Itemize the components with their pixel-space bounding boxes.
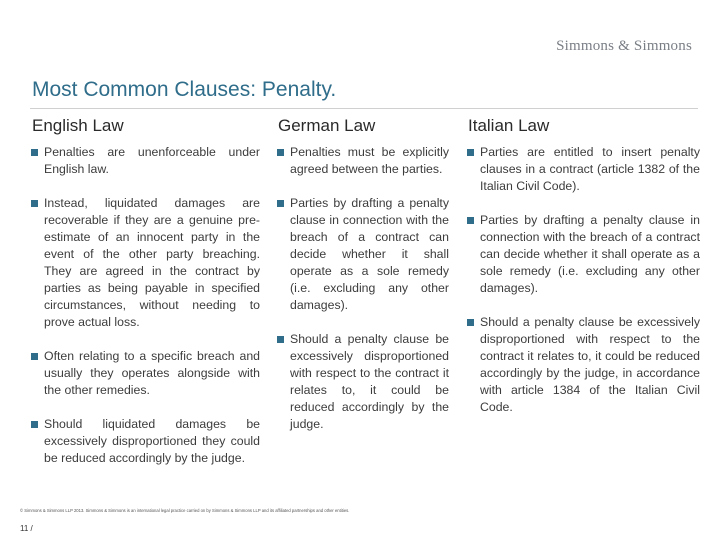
- column-german-law: [276, 112, 449, 433]
- list-item: Parties by drafting a penalty clause in connection with the breach of a contract can decide whether it shall operate as a sole remedy (i.e. excluding any other damages).: [276, 195, 449, 314]
- column-italian-law: [466, 112, 700, 416]
- list-item: Should a penalty clause be excessively disproportioned with respect to the contract it relates to, it could be reduced accordingly by the judge.: [276, 331, 449, 433]
- list-item: Instead, liquidated damages are recoverable if they are a genuine pre-estimate of an innocent party in the event of the other party breaching. They are agreed in the contract by parties as being payable in specified circumstances, without needing to prove actual loss.: [30, 195, 260, 331]
- list-item: Penalties must be explicitly agreed between the parties.: [276, 144, 449, 178]
- copyright-footer: © Simmons & Simmons LLP 2013. Simmons & Simmons is an international legal practice carried on by Simmons & Simmons LLP and its affiliated partnerships and other entities.: [20, 508, 350, 513]
- column-heading: English Law: [32, 116, 124, 135]
- list-item: Should liquidated damages be excessively disproportioned they could be reduced accordingly by the judge.: [30, 416, 260, 467]
- company-logo: Simmons & Simmons: [556, 38, 692, 54]
- slide-title: Most Common Clauses: Penalty.: [32, 78, 337, 102]
- list-item: Often relating to a specific breach and usually they operates alongside with the other remedies.: [30, 348, 260, 399]
- column-heading: German Law: [278, 116, 376, 135]
- list-item: Parties are entitled to insert penalty clauses in a contract (article 1382 of the Italian Civil Code).: [466, 144, 700, 195]
- list-item: Parties by drafting a penalty clause in connection with the breach of a contract can decide whether it shall operate as a sole remedy (i.e. excluding any other damages).: [466, 212, 700, 297]
- list-item: Penalties are unenforceable under English law.: [30, 144, 260, 178]
- header-divider: [30, 108, 698, 109]
- bullet-list: [466, 144, 700, 416]
- column-heading: Italian Law: [468, 116, 550, 135]
- list-item: Should a penalty clause be excessively disproportioned with respect to the contract it relates to, it could be reduced accordingly by the judge, in accordance with article 1384 of the Italian Civil Code.: [466, 314, 700, 416]
- page-number: 11 /: [20, 524, 33, 533]
- bullet-list: [276, 144, 449, 433]
- bullet-list: [30, 144, 260, 467]
- column-english-law: [30, 112, 260, 467]
